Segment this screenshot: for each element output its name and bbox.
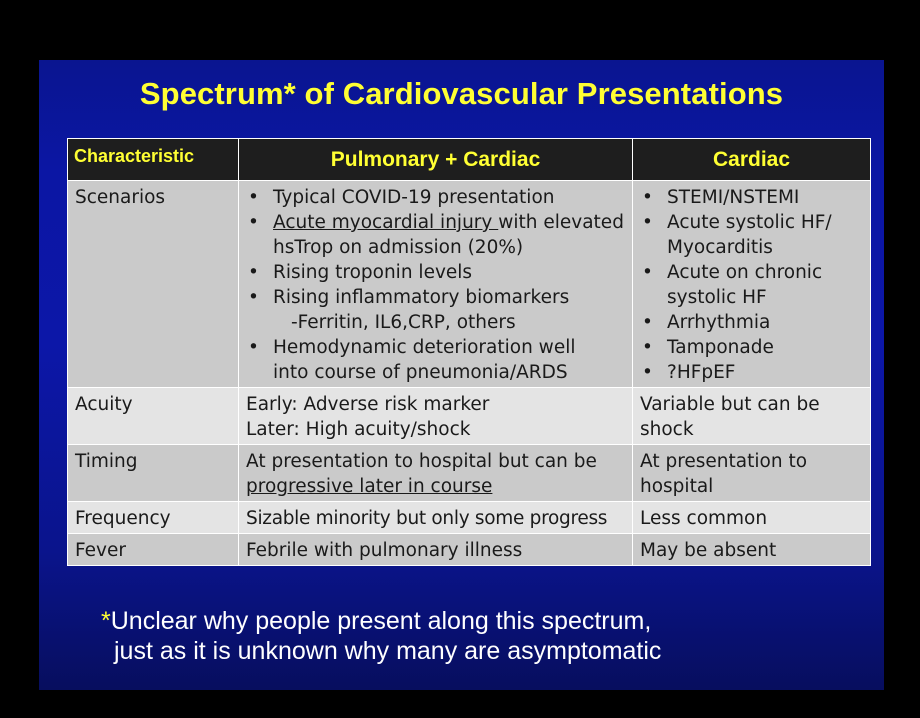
acuity-pulmonary-cardiac: Early: Adverse risk marker Later: High acuity/shock <box>239 388 633 445</box>
list-item: • Rising inflammatory biomarkers <box>246 285 625 310</box>
footnote <box>101 606 661 666</box>
footnote-line-1: *Unclear why people present along this spectrum, <box>101 607 652 635</box>
table-row-timing <box>68 445 871 502</box>
list-item: • Acute systolic HF/ Myocarditis <box>640 210 857 260</box>
list-item: • Hemodynamic deterioration well into course of pneumonia/ARDS <box>246 335 613 385</box>
list-item: • Tamponade <box>640 335 863 360</box>
header-characteristic: Characteristic <box>68 139 239 181</box>
footnote-asterisk: * <box>101 607 111 635</box>
table-row-acuity <box>68 388 871 445</box>
scenarios-cardiac <box>633 181 871 388</box>
list-item: • Acute on chronic systolic HF <box>640 260 857 310</box>
header-cardiac: Cardiac <box>633 139 871 181</box>
list-subitem: -Ferritin, IL6,CRP, others <box>291 312 516 333</box>
list-item: • STEMI/NSTEMI <box>640 185 863 210</box>
footnote-line-2: just as it is unknown why many are asymptomatic <box>114 637 662 665</box>
table-row-fever <box>68 534 871 566</box>
list-item: • ?HFpEF <box>640 360 863 385</box>
timing-pulmonary-cardiac: At presentation to hospital but can be progressive later in course <box>239 445 633 502</box>
slide-title: Spectrum* of Cardiovascular Presentations <box>139 76 784 111</box>
row-label-timing: Timing <box>68 445 239 502</box>
frequency-cardiac: Less common <box>633 502 871 534</box>
acuity-cardiac: Variable but can be shock <box>633 388 871 445</box>
timing-cardiac: At presentation to hospital <box>633 445 871 502</box>
slide <box>39 60 884 690</box>
fever-cardiac: May be absent <box>633 534 871 566</box>
header-pulmonary-cardiac: Pulmonary + Cardiac <box>239 139 633 181</box>
scenarios-pulmonary-cardiac <box>239 181 633 388</box>
table-row-frequency <box>68 502 871 534</box>
table-header-row <box>68 139 871 181</box>
row-label-fever: Fever <box>68 534 239 566</box>
table-row-scenarios <box>68 181 871 388</box>
row-label-scenarios: Scenarios <box>68 181 239 388</box>
list-item: • Typical COVID-19 presentation <box>246 185 625 210</box>
frequency-pulmonary-cardiac: Sizable minority but only some progress <box>239 502 633 534</box>
row-label-acuity: Acuity <box>68 388 239 445</box>
row-label-frequency: Frequency <box>68 502 239 534</box>
fever-pulmonary-cardiac: Febrile with pulmonary illness <box>239 534 633 566</box>
list-item: • Arrhythmia <box>640 310 863 335</box>
presentation-table <box>67 138 871 566</box>
list-item: • Rising troponin levels <box>246 260 625 285</box>
list-item: • Acute myocardial injury with elevated hsTrop on admission (20%) <box>246 210 625 260</box>
